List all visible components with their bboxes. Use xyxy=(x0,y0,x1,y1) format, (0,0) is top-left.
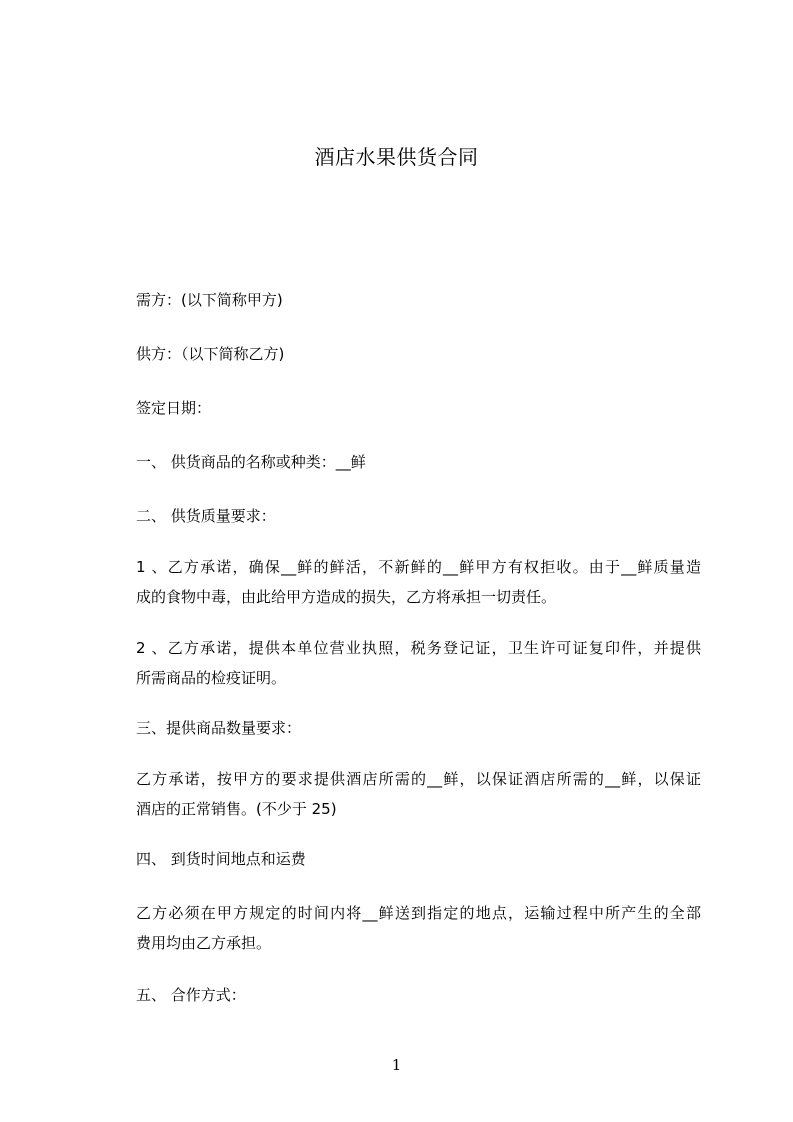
page-number: 1 xyxy=(391,1056,402,1074)
section-3-body-line-1: 乙方承诺，按甲方的要求提供酒店所需的__鲜，以保证酒店所需的__鲜，以保证 xyxy=(136,770,701,788)
quality-item-1-line-2: 成的食物中毒，由此给甲方造成的损失，乙方将承担一切责任。 xyxy=(136,588,557,606)
section-1-heading: 一、 供货商品的名称或种类：__鲜 xyxy=(136,453,366,471)
quality-item-1-line-1: 1 、乙方承诺，确保__鲜的鲜活，不新鲜的__鲜甲方有权拒收。由于__鲜质量造 xyxy=(136,558,701,576)
quality-item-1 xyxy=(136,552,701,612)
section-2-heading: 二、 供货质量要求： xyxy=(136,507,276,525)
supplier-line: 供方：（以下简称乙方) xyxy=(136,345,285,363)
contract-title: 酒店水果供货合同 xyxy=(314,145,479,169)
section-4-body-line-2: 费用均由乙方承担。 xyxy=(136,934,272,952)
buyer-line: 需方：(以下简称甲方) xyxy=(136,291,283,309)
section-3-heading: 三、提供商品数量要求： xyxy=(136,719,302,737)
section-5-heading: 五、 合作方式： xyxy=(136,986,246,1004)
section-4-body xyxy=(136,898,701,958)
section-4-body-line-1: 乙方必须在甲方规定的时间内将__鲜送到指定的地点，运输过程中所产生的全部 xyxy=(136,904,701,922)
quality-item-2-line-2: 所需商品的检疫证明。 xyxy=(136,669,287,687)
quality-item-2-line-1: 2 、乙方承诺，提供本单位营业执照，税务登记证，卫生许可证复印件，并提供 xyxy=(136,639,701,657)
section-4-heading: 四、 到货时间地点和运费 xyxy=(136,850,306,868)
sign-date-line: 签定日期： xyxy=(136,399,212,417)
section-3-body-line-2: 酒店的正常销售。(不少于 25) xyxy=(136,800,337,818)
quality-item-2 xyxy=(136,633,701,693)
section-3-body xyxy=(136,764,701,824)
